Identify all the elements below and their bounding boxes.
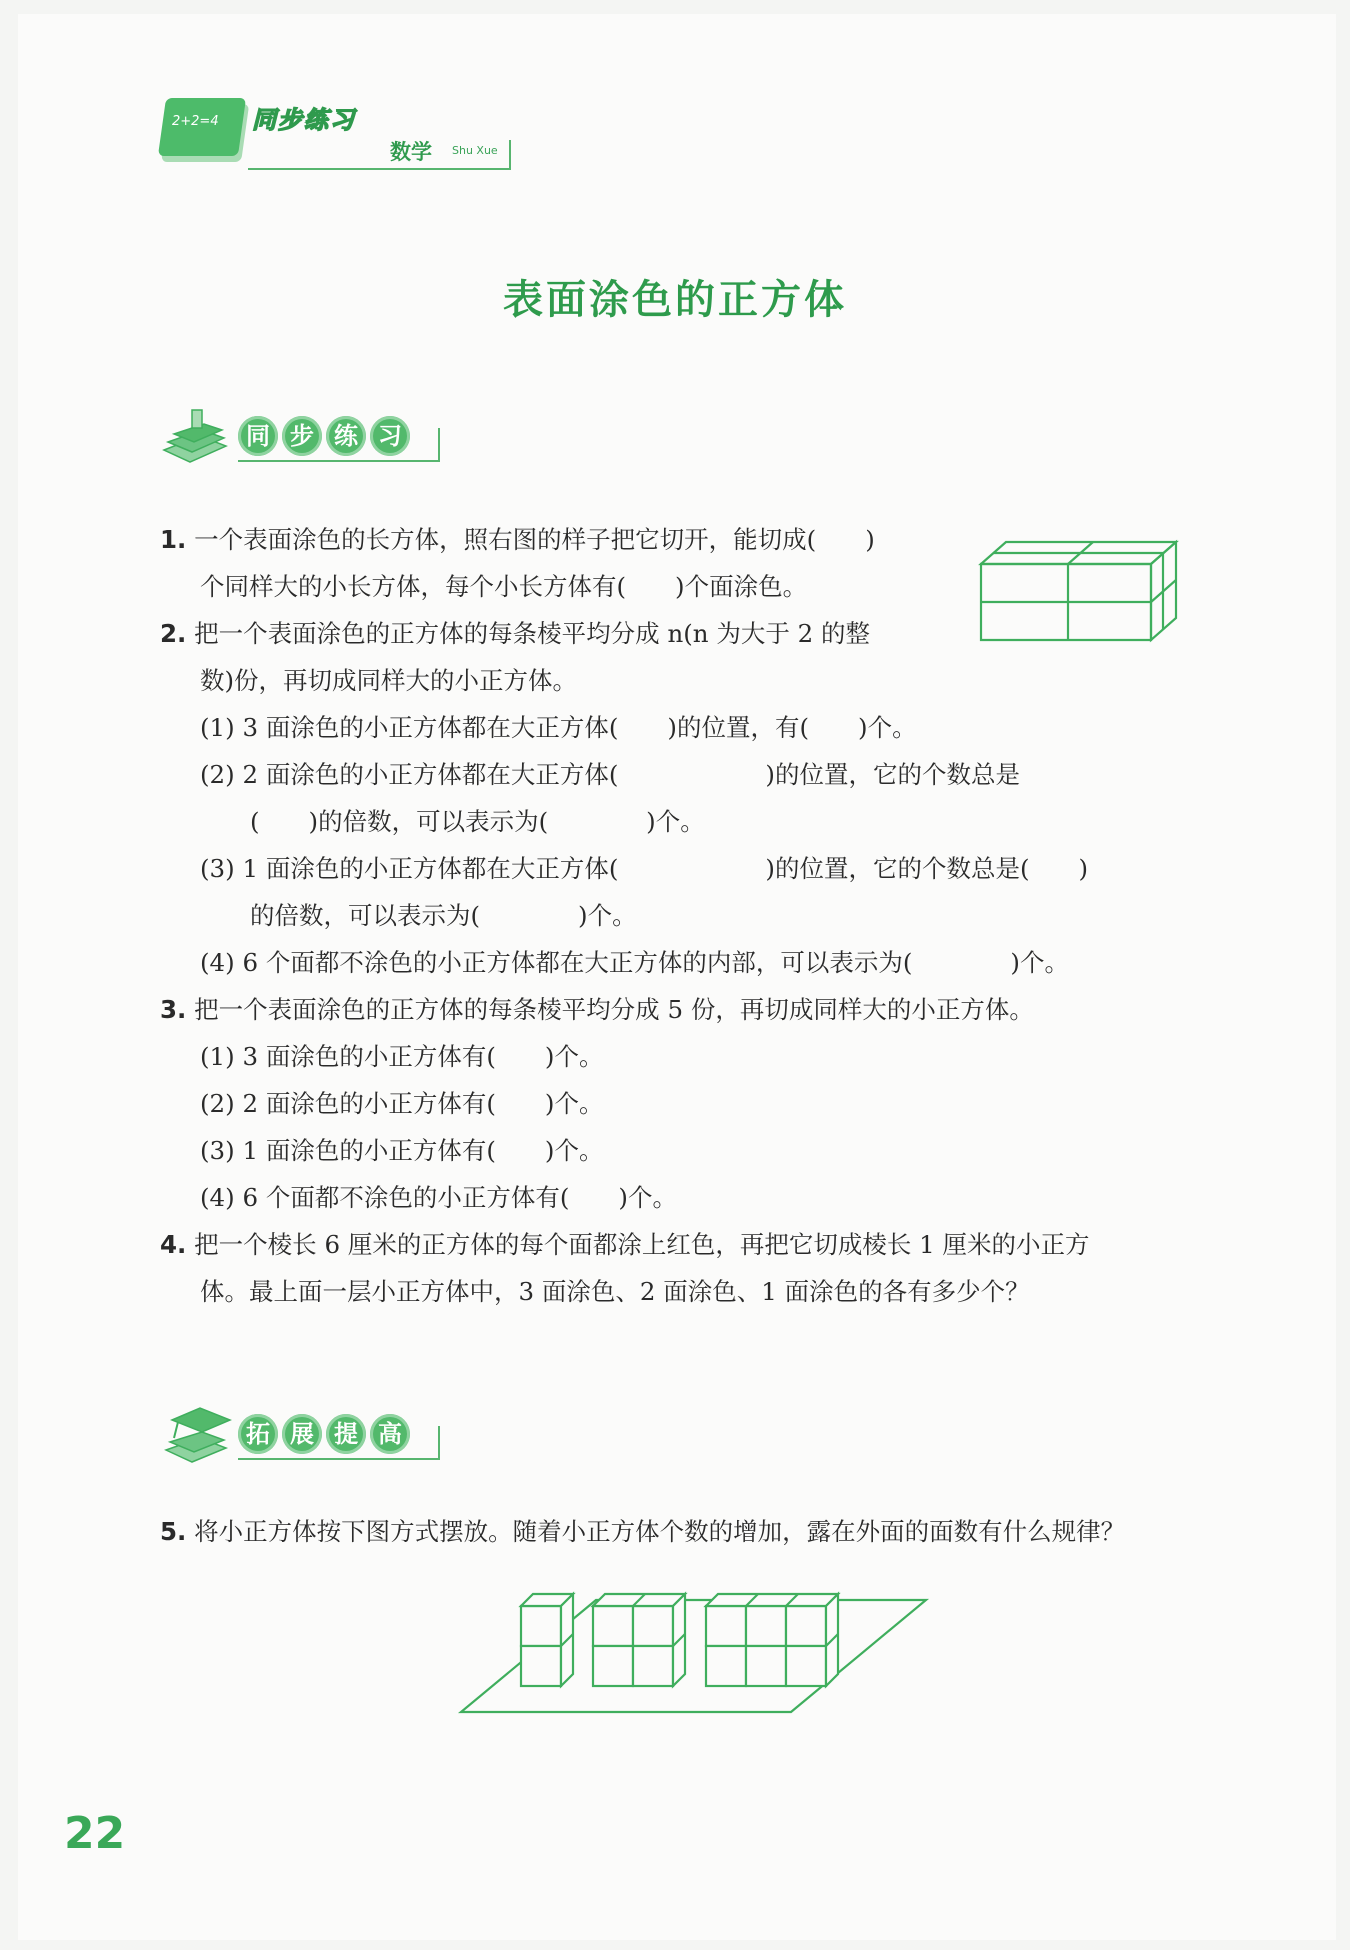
cuboid-figure bbox=[976, 534, 1196, 646]
graduation-cap-icon bbox=[160, 1398, 234, 1468]
question-number: 3. bbox=[160, 995, 187, 1024]
series-header bbox=[162, 92, 522, 172]
banner-rule-end bbox=[438, 1426, 440, 1460]
question-1-line-1 bbox=[160, 516, 875, 563]
banner-char: 展 bbox=[282, 1414, 322, 1454]
banner-char: 练 bbox=[326, 416, 366, 456]
question-4-line-1 bbox=[160, 1221, 1089, 1268]
question-number: 2. bbox=[160, 619, 187, 648]
header-underline-end bbox=[509, 140, 511, 170]
banner-char: 提 bbox=[326, 1414, 366, 1454]
question-3-part-3: (3) 1 面涂色的小正方体有( )个。 bbox=[200, 1136, 604, 1165]
question-1-line-2: 个同样大的小长方体，每个小长方体有( )个面涂色。 bbox=[200, 572, 808, 601]
question-4-line-2: 体。最上面一层小正方体中，3 面涂色、2 面涂色、1 面涂色的各有多少个？ bbox=[200, 1277, 1030, 1306]
question-2-line-2: 数)份，再切成同样大的小正方体。 bbox=[200, 666, 578, 695]
question-2-part-2: (2) 2 面涂色的小正方体都在大正方体( )的位置，它的个数总是 bbox=[200, 760, 1020, 789]
question-2-part-1: (1) 3 面涂色的小正方体都在大正方体( )的位置，有( )个。 bbox=[200, 713, 917, 742]
banner-char: 同 bbox=[238, 416, 278, 456]
banner-rule-end bbox=[438, 428, 440, 462]
question-2-part-2-cont: ( )的倍数，可以表示为( )个。 bbox=[250, 807, 705, 836]
books-icon bbox=[160, 400, 234, 470]
question-number: 5. bbox=[160, 1517, 187, 1546]
header-underline bbox=[248, 168, 510, 170]
question-3-part-4: (4) 6 个面都不涂色的小正方体有( )个。 bbox=[200, 1183, 677, 1212]
question-2-part-3: (3) 1 面涂色的小正方体都在大正方体( )的位置，它的个数总是( ) bbox=[200, 854, 1089, 883]
question-number: 4. bbox=[160, 1230, 187, 1259]
question-text: 将小正方体按下图方式摆放。随着小正方体个数的增加，露在外面的面数有什么规律？ bbox=[194, 1517, 1126, 1546]
chalkboard-text: 2+2=4 bbox=[172, 114, 219, 129]
subject-pinyin: Shu Xue bbox=[452, 144, 498, 157]
question-2-part-3-cont: 的倍数，可以表示为( )个。 bbox=[250, 901, 637, 930]
cube-stacks-figure bbox=[456, 1578, 936, 1718]
question-5-line-1 bbox=[160, 1508, 1125, 1555]
section-extension-banner bbox=[160, 1398, 440, 1468]
question-number: 1. bbox=[160, 525, 187, 554]
subject-name: 数学 bbox=[390, 140, 432, 164]
question-3-part-1: (1) 3 面涂色的小正方体有( )个。 bbox=[200, 1042, 604, 1071]
page-number: 22 bbox=[64, 1808, 126, 1859]
question-text: 一个表面涂色的长方体，照右图的样子把它切开，能切成( ) bbox=[194, 525, 875, 554]
banner-rule bbox=[238, 1458, 438, 1460]
banner-rule bbox=[238, 460, 438, 462]
page-title: 表面涂色的正方体 bbox=[503, 276, 847, 323]
question-3-line-1 bbox=[160, 986, 1034, 1033]
question-2-part-4: (4) 6 个面都不涂色的小正方体都在大正方体的内部，可以表示为( )个。 bbox=[200, 948, 1069, 977]
banner-char: 高 bbox=[370, 1414, 410, 1454]
question-text: 把一个表面涂色的正方体的每条棱平均分成 n(n 为大于 2 的整 bbox=[194, 619, 871, 648]
question-text: 把一个棱长 6 厘米的正方体的每个面都涂上红色，再把它切成棱长 1 厘米的小正方 bbox=[194, 1230, 1090, 1259]
question-3-part-2: (2) 2 面涂色的小正方体有( )个。 bbox=[200, 1089, 604, 1118]
banner-char: 拓 bbox=[238, 1414, 278, 1454]
series-name: 同步练习 bbox=[252, 106, 356, 134]
banner-char: 步 bbox=[282, 416, 322, 456]
question-text: 把一个表面涂色的正方体的每条棱平均分成 5 份，再切成同样大的小正方体。 bbox=[194, 995, 1034, 1024]
question-2-line-1 bbox=[160, 610, 870, 657]
section-practice-banner bbox=[160, 400, 440, 470]
banner-char: 习 bbox=[370, 416, 410, 456]
